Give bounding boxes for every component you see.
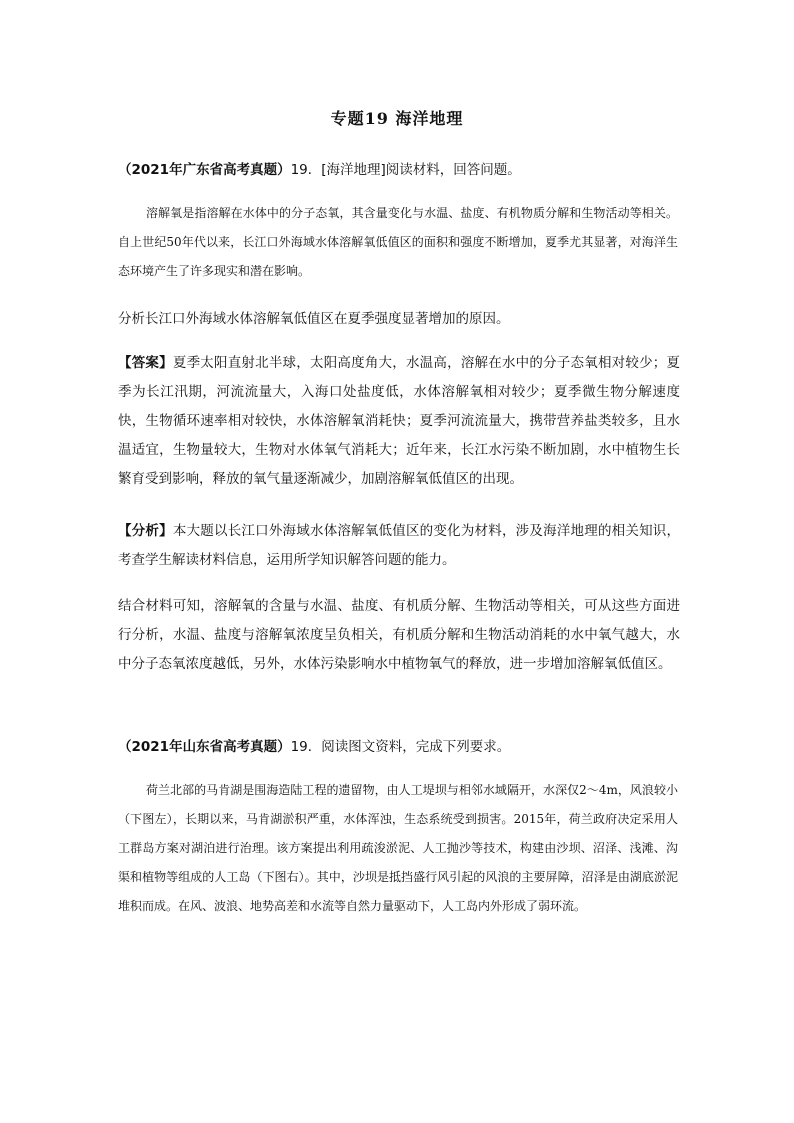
question-task: 分析长江口外海域水体溶解氧低值区在夏季强度显著增加的原因。 [118,311,510,327]
answer-text: 夏季太阳直射北半球，太阳高度角大，水温高，溶解在水中的分子态氧相对较少；夏季为长江汛期，河流流量大，入海口处盐度低，水体溶解氧相对较少；夏季微生物分解速度快，生物循环速率相对较快，水体溶解氧消耗快；夏季河流流量大，携带营养盐类较多，且水温适宜，生物量较大，生物对水体氧气消耗大；近年来，长江水污染不断加剧，水中植物生长繁育受到影响，释放的氧气量逐渐减少，加剧溶解氧低值区的出现。 [118,355,681,487]
answer-block [118,349,680,494]
page-title: 专题19 海洋地理 [330,109,464,128]
analysis-block [118,517,680,575]
analysis-label: 【分析】 [118,523,173,539]
explanation-block: 结合材料可知，溶解氧的含量与水温、盐度、有机质分解、生物活动等相关，可从这些方面进行分析，水温、盐度与溶解氧浓度呈负相关，有机质分解和生物活动消耗的水中氧气越大，水中分子态氧浓度越低，另外，水体污染影响水中植物氧气的释放，进一步增加溶解氧低值区。 [118,598,680,672]
question-source: （2021年广东省高考真题） [118,162,291,178]
reading-material: 溶解氧是指溶解在水体中的分子态氧，其含量变化与水温、盐度、有机物质分解和生物活动等相关。自上世纪50年代以来，长江口外海域水体溶解氧低值区的面积和强度不断增加，夏季尤其显著，对海洋生态环境产生了许多现实和潜在影响。 [118,206,678,278]
question-header [118,735,718,755]
question-prompt: 19．[海洋地理]阅读材料，回答问题。 [290,162,521,178]
question-source: （2021年山东省高考真题） [118,739,291,755]
reading-material: 荷兰北部的马肯湖是围海造陆工程的遗留物，由人工堤坝与相邻水域隔开，水深仅2～4m，风浪较小（下图左），长期以来，马肯湖淤积严重，水体浑浊，生态系统受到损害。2015年，荷兰政府决定采用人工群岛方案对湖泊进行治理。该方案提出利用疏浚淤泥、人工抛沙等技术，构建由沙坝、沼泽、浅滩、沟渠和植物等组成的人工岛（下图右）。其中，沙坝是抵挡盛行风引起的风浪的主要屏障，沼泽是由湖底淤泥堆积而成。在风、波浪、地势高差和水流等自然力量驱动下，人工岛内外形成了弱环流。 [118,783,678,913]
question-header [118,158,718,178]
answer-label: 【答案】 [118,355,173,371]
question-prompt: 19．阅读图文资料，完成下列要求。 [290,739,511,755]
analysis-text: 本大题以长江口外海域水体溶解氧低值区的变化为材料，涉及海洋地理的相关知识，考查学生解读材料信息，运用所学知识解答问题的能力。 [118,523,681,568]
